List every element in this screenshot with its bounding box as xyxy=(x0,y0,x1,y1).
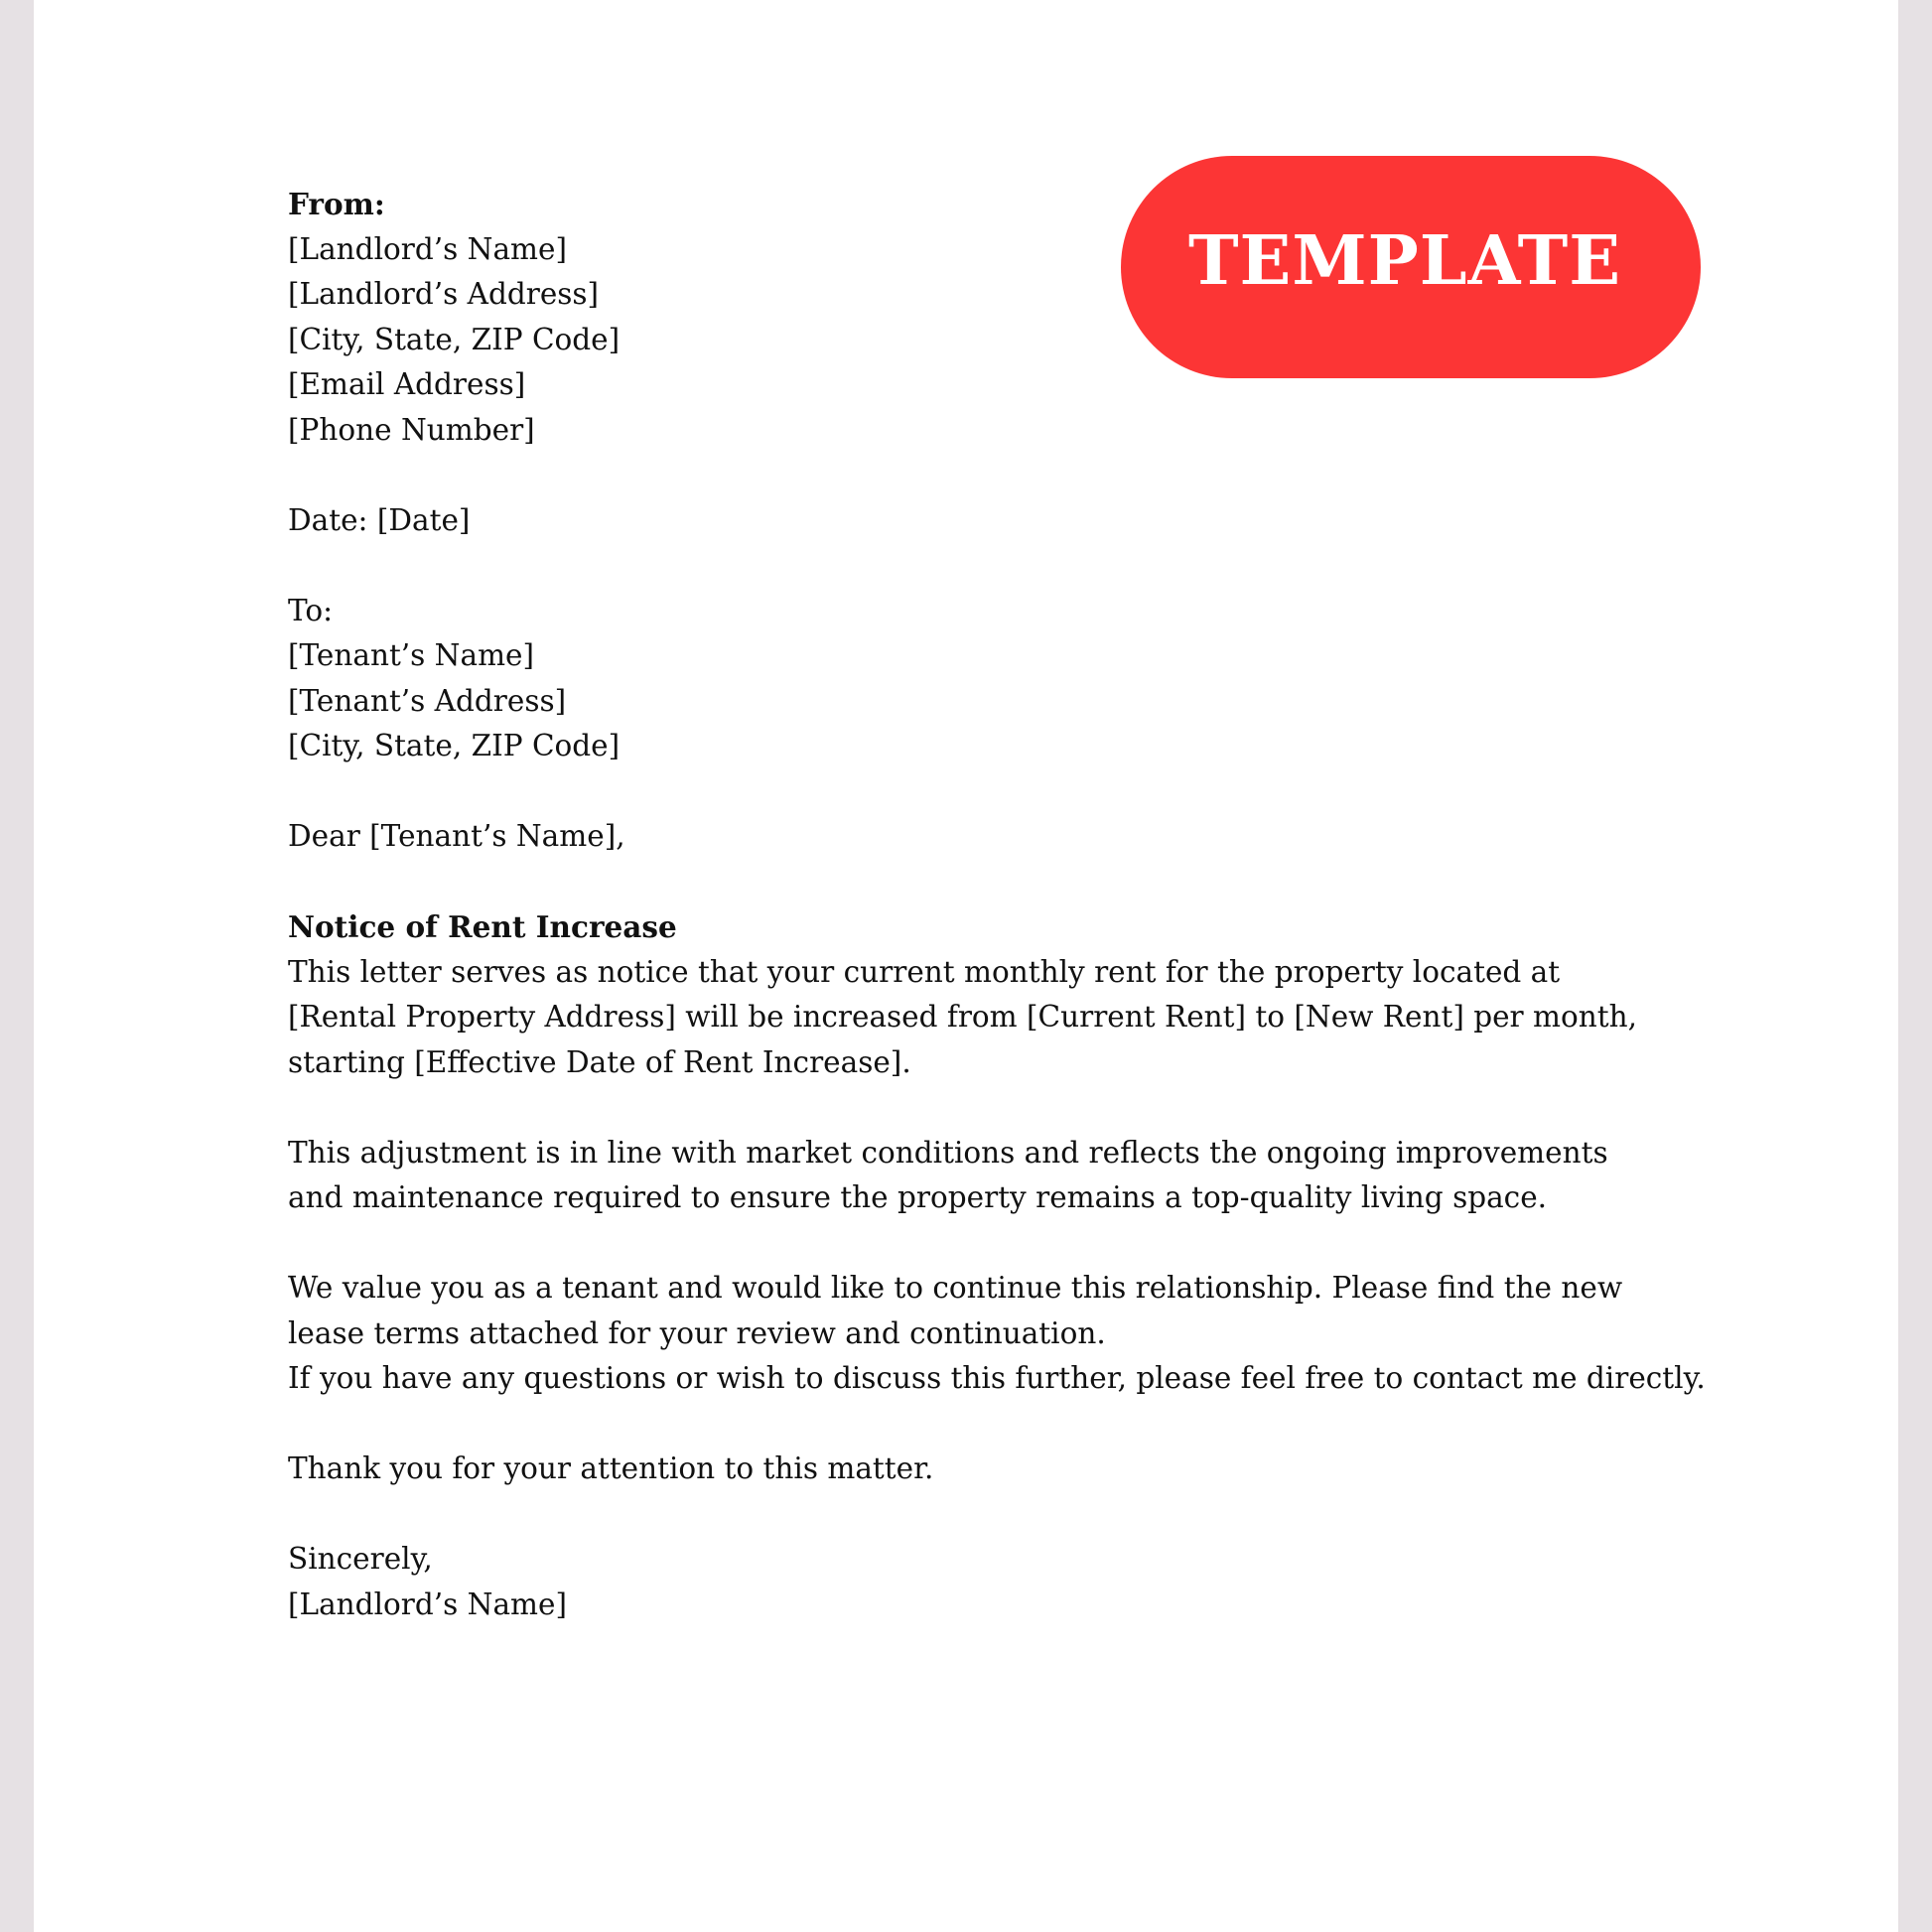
from-heading: From: xyxy=(288,187,385,221)
paragraph-rent-notice: This letter serves as notice that your current monthly rent for the property located at [Rental Property Address] will be increased from [Current Rent] to [New Rent] per month, starting [Effective Date of Rent Increase]. xyxy=(288,954,1638,1079)
closing: Sincerely, xyxy=(288,1542,433,1576)
paragraph-value-tenant: We value you as a tenant and would like to continue this relationship. Please find the new lease terms attached for your review and continuation. xyxy=(288,1271,1623,1350)
sender-email: [Email Address] xyxy=(288,367,526,401)
letter-page xyxy=(34,0,1898,1932)
spacer xyxy=(288,1402,1698,1448)
sender-name: [Landlord’s Name] xyxy=(288,231,567,266)
salutation: Dear [Tenant’s Name], xyxy=(288,819,625,853)
template-badge-label: TEMPLATE xyxy=(1187,221,1622,301)
recipient-address: [Tenant’s Address] xyxy=(288,683,567,718)
recipient-name: [Tenant’s Name] xyxy=(288,638,535,672)
signature-name: [Landlord’s Name] xyxy=(288,1587,567,1621)
thank-you-line: Thank you for your attention to this matter. xyxy=(288,1451,934,1485)
paragraph-adjustment: This adjustment is in line with market conditions and reflects the ongoing improvements and maintenance required to ensure the property remains a top-quality living space. xyxy=(288,1135,1608,1214)
spacer xyxy=(288,769,1698,815)
sender-city-state-zip: [City, State, ZIP Code] xyxy=(288,322,621,356)
to-heading: To: xyxy=(288,593,334,627)
spacer xyxy=(288,1492,1698,1538)
subject-heading: Notice of Rent Increase xyxy=(288,909,677,944)
spacer xyxy=(288,860,1698,905)
date-line: Date: [Date] xyxy=(288,502,471,537)
recipient-city-state-zip: [City, State, ZIP Code] xyxy=(288,729,621,762)
spacer xyxy=(288,453,1698,498)
spacer xyxy=(288,543,1698,589)
paragraph-questions: If you have any questions or wish to discuss this further, please feel free to contact me directly. xyxy=(288,1361,1706,1395)
sender-phone: [Phone Number] xyxy=(288,412,535,447)
spacer xyxy=(288,1221,1698,1267)
letter-body xyxy=(288,182,1706,1627)
sender-address: [Landlord’s Address] xyxy=(288,277,600,311)
spacer xyxy=(288,1085,1698,1131)
